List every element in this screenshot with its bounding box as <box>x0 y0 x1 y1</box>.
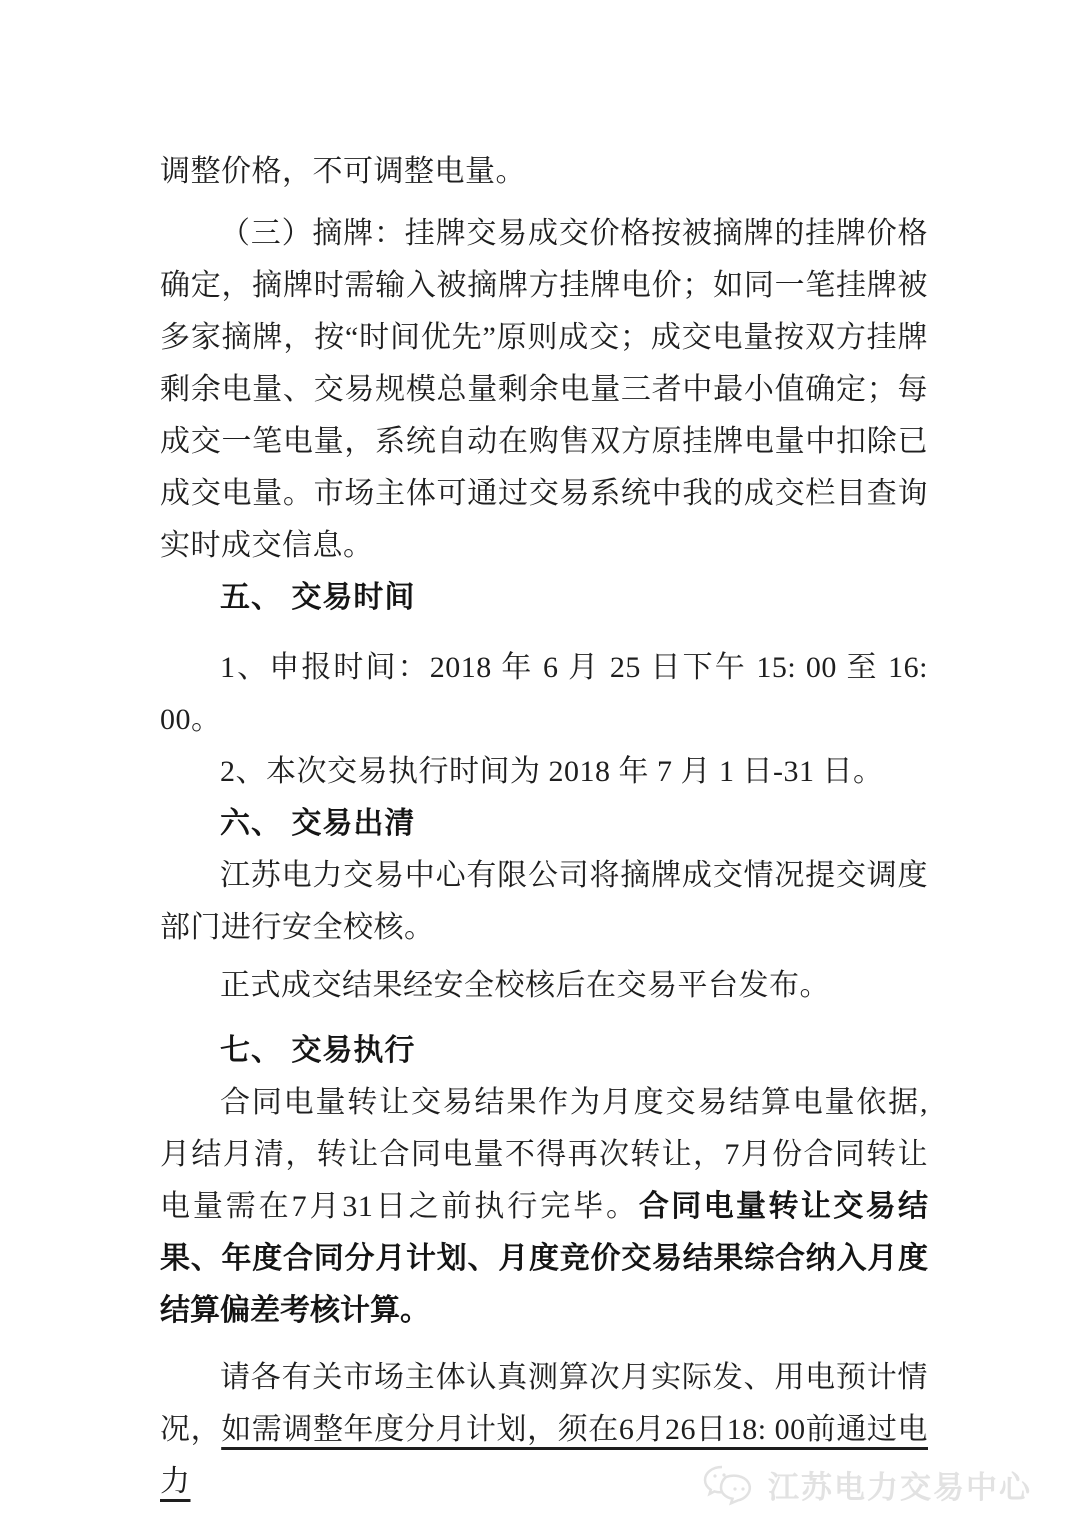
paragraph-execution-time <box>160 746 928 798</box>
text-run: 江苏电力交易中心有限公司将摘牌成交情况提交调度部门进行安全校核。 <box>160 859 928 944</box>
heading-section-7-trade-execution <box>160 1025 928 1077</box>
text-run: 2、本次交易执行时间为 2018 年 7 月 1 日-31 日。 <box>220 755 884 788</box>
watermark-text: 江苏电力交易中心 <box>768 1470 1032 1505</box>
paragraph-item-3-delisting <box>160 208 928 572</box>
text-run: （三）摘牌：挂牌交易成交价格按被摘牌的挂牌价格确定，摘牌时需输入被摘牌方挂牌电价；如同一笔挂牌被多家摘牌，按“时间优先”原则成交；成交电量按双方挂牌剩余电量、交易规模总量剩余电量三者中最小值确定；每成交一笔电量，系统自动在购售双方原挂牌电量中扣除已成交电量。市场主体可通过交易系统中我的成交栏目查询实时成交信息。 <box>160 217 928 562</box>
text-run: 1、申报时间：2018 年 6 月 25 日下午 15: 00 至 16: 00。 <box>160 651 928 736</box>
heading-text: 五、 交易时间 <box>220 581 416 614</box>
paragraph-declaration-time <box>160 642 928 746</box>
paragraph-official-results <box>160 960 928 1012</box>
document-content <box>160 146 928 1508</box>
paragraph-contract-transfer <box>160 1077 928 1337</box>
heading-text: 六、 交易出清 <box>220 807 416 840</box>
text-run: 合同电量转让交易结果作为月度交易结算电量依据,月结月清，转让合同电量不得再次转让，7月份合同转让电量需在7月31日之前执行完毕。 <box>160 1086 928 1223</box>
text-run: 调整价格，不可调整电量。 <box>160 155 526 188</box>
text-run-underlined: 如需调整年度分月计划，须在6月26日18: 00前通过电力 <box>160 1413 928 1498</box>
text-run: 请各有关市场主体认真测算次月实际发、用电预计情况， <box>160 1361 928 1446</box>
paragraph-security-check <box>160 850 928 954</box>
watermark-footer <box>702 1462 1032 1507</box>
heading-section-6-trade-clearing <box>160 798 928 850</box>
trading-center-logo-icon <box>702 1463 760 1507</box>
paragraph-price-adjust-continuation <box>160 146 928 198</box>
heading-section-5-trading-time <box>160 572 928 624</box>
text-run-bold: 合同电量转让交易结果、年度合同分月计划、月度竞价交易结果综合纳入月度结算偏差考核计算。 <box>160 1190 929 1327</box>
heading-text: 七、 交易执行 <box>220 1034 416 1067</box>
text-run: 正式成交结果经安全校核后在交易平台发布。 <box>220 969 830 1002</box>
